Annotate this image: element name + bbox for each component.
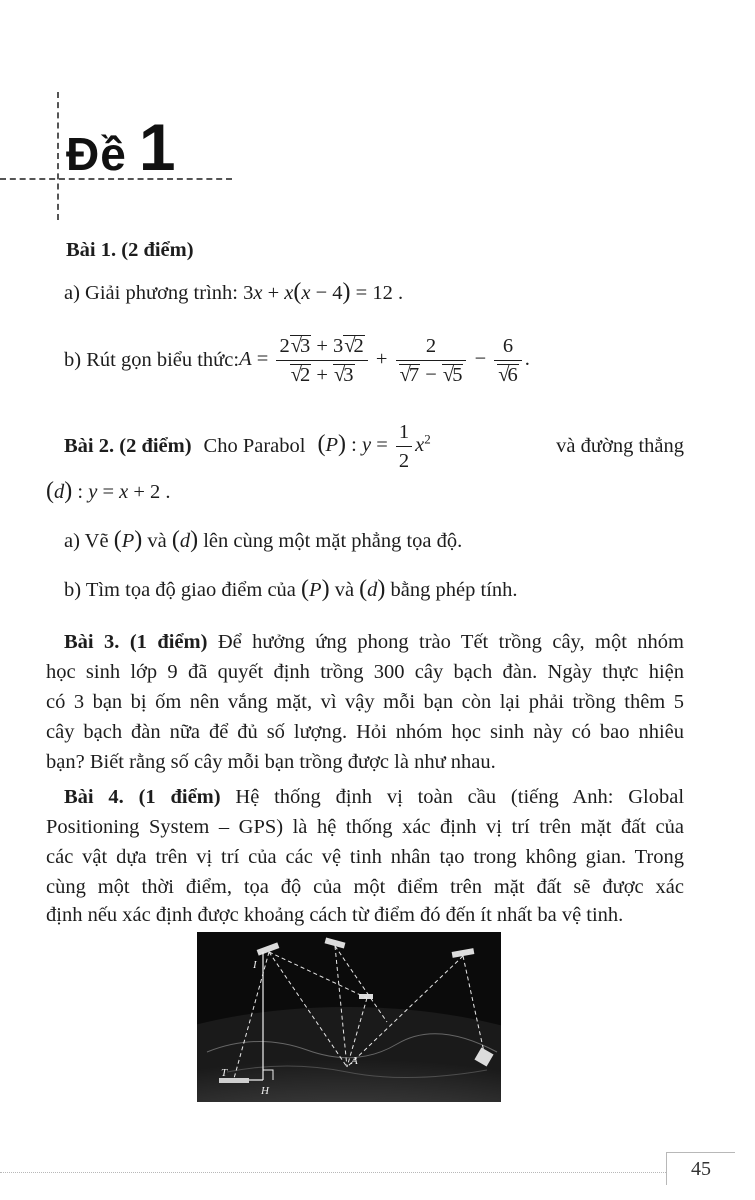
fraction-2: $\frac{2}{√7 - √5}$ — [396, 334, 467, 387]
bai2-a-text-3: lên cùng một mặt phẳng tọa độ. — [198, 530, 463, 552]
bai4-heading: Bài 4. (1 điểm) — [64, 786, 221, 808]
fraction-one-half: $\frac{1}{2}$ — [396, 420, 412, 473]
figure-label-i: I — [253, 959, 257, 971]
bai3-heading: Bài 3. (1 điểm) — [64, 631, 208, 653]
bai2-b-text-2: và — [329, 579, 360, 601]
fraction-1: $\frac{2√3 + 3√2}{√2 + √3}$ — [276, 334, 367, 387]
bai4-line-4: cùng một thời điểm, tọa độ của một điểm trên mặt đất sẽ được xác — [46, 876, 684, 898]
bai4-line-3: các vật dựa trên vị trí của các vệ tinh nhân tạo trong không gian. Trong — [46, 846, 684, 868]
bai1-part-a — [64, 279, 403, 306]
bai4-text-1: Hệ thống định vị toàn cầu (tiếng Anh: Global — [235, 786, 685, 808]
bai4-line-1 — [64, 784, 684, 810]
bai3-line-2: học sinh lớp 9 đã quyết định trồng 300 cây bạch đàn. Ngày thực hiện — [46, 661, 684, 683]
header-guide-vertical — [57, 92, 59, 220]
bai1-b-label: b) Rút gọn biểu thức: — [64, 349, 240, 371]
figure-label-h: H — [261, 1085, 269, 1097]
bai2-heading: Bài 2. (2 điểm) — [64, 435, 192, 457]
bai2-b-text-3: bằng phép tính. — [385, 579, 518, 601]
bai2-line-equation: (d) : y = x + 2 . — [46, 478, 171, 504]
bai2-a-text-1: a) Vẽ — [64, 530, 114, 552]
earth-surface — [197, 1007, 501, 1102]
gps-satellite-figure — [197, 932, 501, 1102]
bai1-b-expression: A = $\frac{2√3 + 3√2}{√2 + √3}$ + $\frac{2}{√7 - √5}$ − $\frac{6}{√6}$ . — [239, 334, 530, 386]
bai1-a-equation: 3x + x(x − 4) = 12 . — [243, 279, 404, 305]
bai4-line-5: định nếu xác định được khoảng cách từ điểm đó đến ít nhất ba vệ tinh. — [46, 904, 624, 926]
exam-title-number: 1 — [138, 110, 176, 184]
figure-label-a: A — [351, 1055, 358, 1067]
bai2-connector: và đường thẳng — [556, 435, 684, 457]
bai3-line-4: cây bạch đàn nữa để đủ số lượng. Hỏi nhóm học sinh này có bao nhiêu — [46, 721, 684, 743]
bai4-line-2: Positioning System – GPS) là hệ thống xác định vị trí trên mặt đất của — [46, 816, 684, 838]
fraction-3: $\frac{6}{√6}$ — [494, 334, 522, 387]
bai3-text-1: Để hưởng ứng phong trào Tết trồng cây, một nhóm — [217, 631, 685, 653]
bai2-a-text-2: và — [142, 530, 172, 552]
bai2-part-a: a) Vẽ (P) và (d) lên cùng một mặt phẳng tọa độ. — [64, 527, 463, 553]
bai2-parabol: (P) : y = $\frac{1}{2}$ $x^2$ — [317, 420, 431, 472]
bai2-statement-line1 — [64, 418, 684, 474]
bai3-line-1 — [64, 629, 684, 655]
gps-illustration — [197, 932, 501, 1102]
bai1-a-label: a) Giải phương trình: — [64, 282, 244, 304]
page-number: 45 — [666, 1152, 735, 1185]
bai3-line-3: có 3 bạn bị ốm nên vắng mặt, vì vậy mỗi bạn còn lại phải trồng thêm 5 — [46, 691, 684, 713]
exam-title — [66, 110, 176, 184]
bai2-part-b: b) Tìm tọa độ giao điểm của (P) và (d) bằng phép tính. — [64, 576, 518, 602]
bai3-line-5: bạn? Biết rằng số cây mỗi bạn trồng được là như nhau. — [46, 751, 496, 773]
exam-title-word: Đề — [66, 128, 127, 180]
footer-divider — [0, 1172, 666, 1173]
bai2-intro: Cho Parabol — [203, 435, 306, 457]
bai1-part-b — [64, 326, 530, 394]
bai2-b-text-1: b) Tìm tọa độ giao điểm của — [64, 579, 302, 601]
figure-label-t: T — [221, 1067, 228, 1079]
bai1-heading: Bài 1. (2 điểm) — [66, 239, 194, 261]
